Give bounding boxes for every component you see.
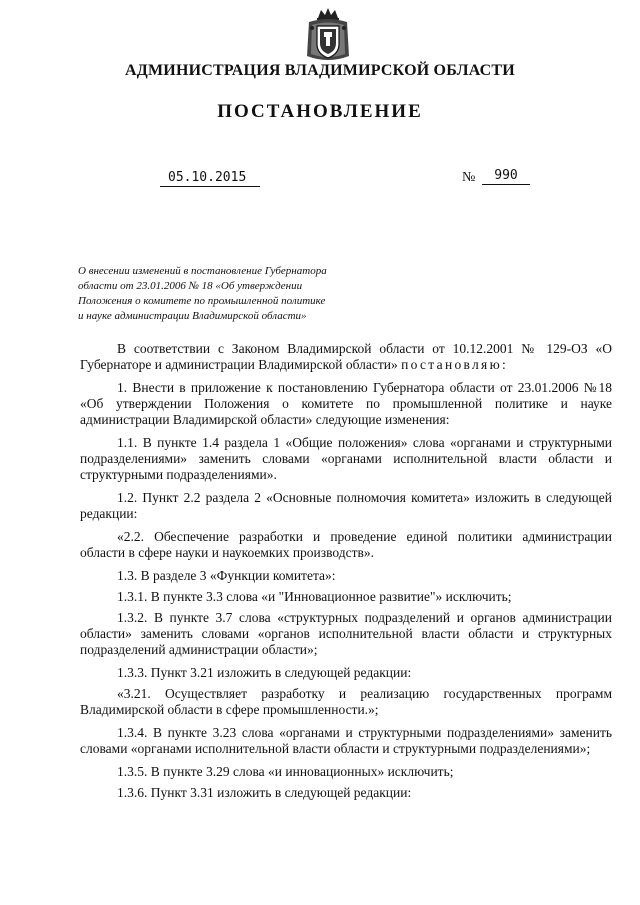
organization-title: АДМИНИСТРАЦИЯ ВЛАДИМИРСКОЙ ОБЛАСТИ [125, 62, 515, 79]
preamble-text: В соответствии с Законом Владимирской области от 10.12.2001 № 129-ОЗ «О Губернаторе и администрации Владимирской области» [80, 341, 612, 372]
body-paragraph: 1.1. В пункте 1.4 раздела 1 «Общие положения» слова «органами и структурными подразделениями» заменить словами «органами исполнительной власти области и структурными подразделениями». [80, 435, 612, 482]
body-paragraph: 1.3.2. В пункте 3.7 слова «структурных подразделений и органов администрации области» заменить словами «органов исполнительной власти области и структурных подразделений администрации области»; [80, 610, 612, 657]
preamble-verb: постановляю: [401, 357, 509, 372]
document-body [80, 341, 612, 808]
body-paragraph: 1.3.6. Пункт 3.31 изложить в следующей редакции: [117, 785, 412, 800]
number-label: № [462, 170, 476, 185]
document-subject [78, 264, 398, 324]
body-paragraph: 1.3.4. В пункте 3.23 слова «органами и структурными подразделениями» заменить словами «органами исполнительной власти области и структурными подразделениями»; [80, 725, 612, 756]
subject-line: О внесении изменений в постановление Губернатора [78, 265, 327, 277]
body-paragraph: 1.3. В разделе 3 «Функции комитета»: [117, 568, 336, 583]
body-paragraph: «2.2. Обеспечение разработки и проведение единой политики администрации области в сфере науки и наукоемких производств». [80, 529, 612, 560]
body-paragraph: 1.3.1. В пункте 3.3 слова «и "Инновационное развитие"» исключить; [117, 589, 512, 604]
document-number: 990 [482, 168, 530, 185]
document-type-title: ПОСТАНОВЛЕНИЕ [217, 101, 423, 122]
subject-line: Положения о комитете по промышленной политике [78, 295, 326, 307]
body-paragraph: 1.3.3. Пункт 3.21 изложить в следующей редакции: [117, 665, 412, 680]
body-paragraph: «3.21. Осуществляет разработку и реализацию государственных программ Владимирской области в сфере промышленности.»; [80, 686, 612, 717]
coat-of-arms-emblem [303, 6, 353, 64]
body-paragraph: 1.2. Пункт 2.2 раздела 2 «Основные полномочия комитета» изложить в следующей редакции: [80, 490, 612, 521]
preamble-paragraph [80, 341, 612, 373]
document-date: 05.10.2015 [160, 170, 260, 187]
subject-line: области от 23.01.2006 № 18 «Об утверждении [78, 280, 303, 292]
body-paragraph: 1. Внести в приложение к постановлению Губернатора области от 23.01.2006 №18 «Об утверждении Положения о комитете по промышленной политике и науке администрации Владимирской области» следующие изменения: [80, 380, 612, 427]
subject-line: и науке администрации Владимирской области» [78, 310, 307, 322]
body-paragraph: 1.3.5. В пункте 3.29 слова «и инновационных» исключить; [117, 764, 454, 779]
